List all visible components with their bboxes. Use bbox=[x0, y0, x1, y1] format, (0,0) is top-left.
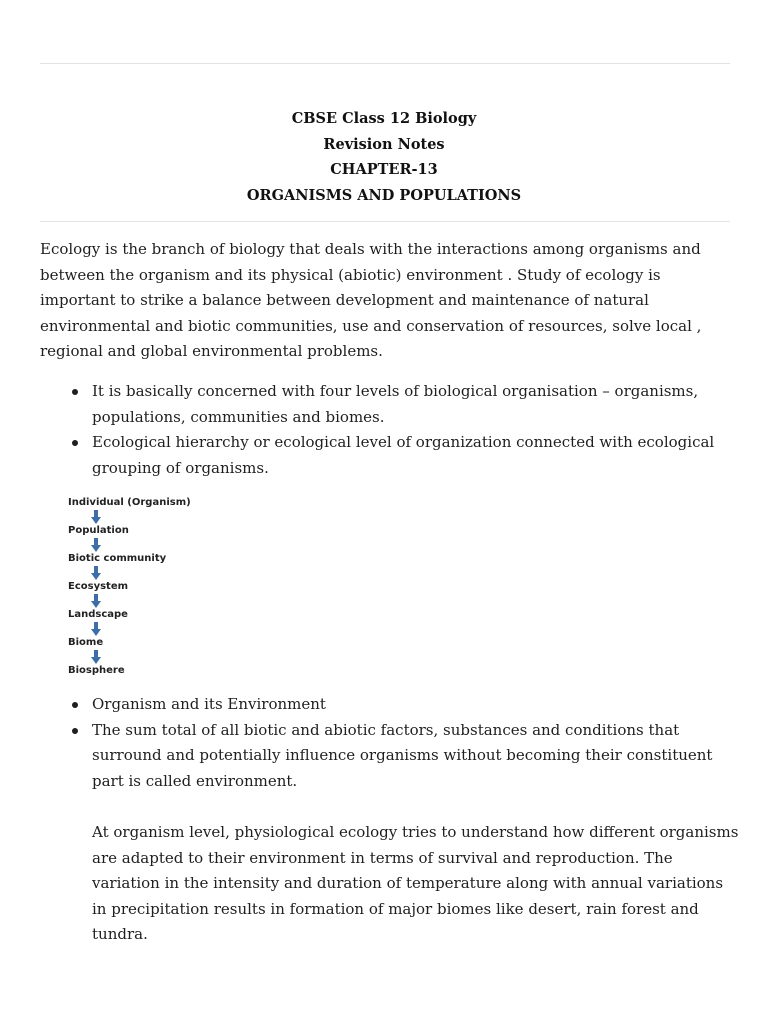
top-divider bbox=[40, 63, 730, 64]
physiological-ecology-paragraph: At organism level, physiological ecology tries to understand how different organisms are adapted to their environment in terms of survival and reproduction. The variation in the intensity and duration of temperature along with annual variations in precipitation results in formation of major biomes like desert, rain forest and tundra. bbox=[92, 823, 739, 943]
down-arrow-icon bbox=[91, 622, 101, 636]
list-item: The sum total of all biotic and abiotic factors, substances and conditions that surround and potentially influence organisms without becoming their constituent part is called environment. bbox=[40, 718, 740, 795]
down-arrow-icon bbox=[91, 538, 101, 552]
hierarchy-step-biotic-community: Biotic community bbox=[68, 553, 167, 564]
notes-title: Revision Notes bbox=[323, 135, 445, 153]
down-arrow-icon bbox=[91, 510, 101, 524]
hierarchy-step-biome: Biome bbox=[68, 637, 104, 648]
hierarchy-step-biosphere: Biosphere bbox=[68, 665, 125, 676]
hierarchy-step-population: Population bbox=[68, 525, 129, 536]
intro-paragraph: Ecology is the branch of biology that deals with the interactions among organisms and between the organism and its physical (abiotic) environment . Study of ecology is important to strike a balance between development and maintenance of natural environmental and biotic communities, use and conservation of resources, solve local , regional and global environmental problems. bbox=[40, 240, 702, 360]
list-item: Organism and its Environment bbox=[40, 692, 740, 718]
list-item: Ecological hierarchy or ecological level of organization connected with ecological grouping of organisms. bbox=[40, 430, 740, 481]
hierarchy-step-landscape: Landscape bbox=[68, 609, 128, 620]
down-arrow-icon bbox=[91, 594, 101, 608]
hierarchy-step-ecosystem: Ecosystem bbox=[68, 581, 129, 592]
subject-title: CBSE Class 12 Biology bbox=[291, 110, 477, 127]
down-arrow-icon bbox=[91, 650, 101, 664]
header-divider bbox=[40, 221, 730, 222]
list-item: It is basically concerned with four levels of biological organisation – organisms, populations, communities and biomes. bbox=[40, 379, 740, 430]
ecological-hierarchy-diagram bbox=[68, 496, 248, 678]
hierarchy-step-individual: Individual (Organism) bbox=[68, 497, 191, 508]
document-header bbox=[0, 106, 768, 208]
chapter-number: CHAPTER-13 bbox=[330, 161, 438, 178]
levels-bullet-list bbox=[40, 379, 740, 481]
chapter-title: ORGANISMS AND POPULATIONS bbox=[246, 186, 522, 204]
down-arrow-icon bbox=[91, 566, 101, 580]
environment-bullet-list bbox=[40, 692, 740, 794]
